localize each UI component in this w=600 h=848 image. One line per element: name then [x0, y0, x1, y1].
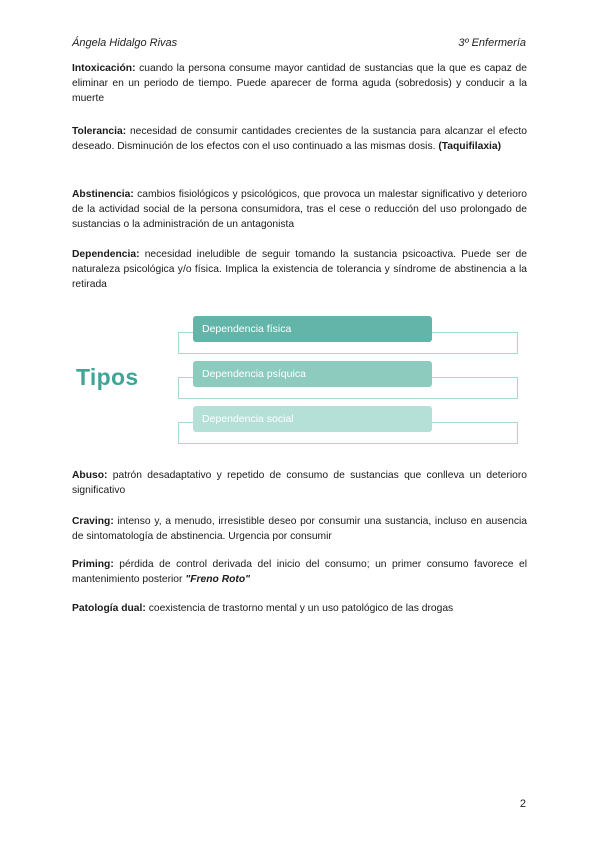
definition-text: necesidad de consumir cantidades crecientes de la sustancia para alcanzar el efecto deseado. Disminución de los efectos con el uso continuado a las mismas dosis. — [72, 126, 527, 153]
definition-priming — [72, 557, 527, 587]
definition-quote: "Freno Roto" — [185, 574, 251, 586]
term: Tolerancia: — [72, 126, 127, 137]
definition-text: cuando la persona consume mayor cantidad de sustancias que la que es capaz de eliminar en un periodo de tiempo. Puede aparecer de forma aguda (sobredosis) y conducir a la muerte — [72, 63, 527, 105]
definition-intoxicacion — [72, 61, 527, 107]
term: Dependencia: — [72, 249, 140, 260]
definition-abstinencia — [72, 187, 527, 233]
term: Priming: — [72, 559, 114, 570]
definition-dependencia — [72, 247, 527, 293]
page-number: 2 — [519, 798, 526, 810]
definition-text: patrón desadaptativo y repetido de consumo de sustancias que conlleva un deterioro significativo — [72, 470, 527, 497]
header-author: Ángela Hidalgo Rivas — [72, 37, 178, 49]
term: Abuso: — [72, 470, 108, 481]
definition-abuso — [72, 468, 527, 498]
term: Intoxicación: — [72, 63, 136, 74]
dependence-types-diagram — [72, 312, 532, 447]
definition-text: intenso y, a menudo, irresistible deseo por consumir una sustancia, incluso en ausencia de sintomatología de abstinencia. Urgencia por consumir — [72, 516, 527, 543]
definition-craving — [72, 514, 527, 544]
term: Craving: — [72, 516, 114, 527]
diagram-item-fisica: Dependencia física — [193, 316, 432, 342]
definition-text: pérdida de control derivada del inicio del consumo; un primer consumo favorece el mantenimiento posterior — [72, 559, 527, 586]
diagram-title: Tipos — [76, 364, 139, 390]
header-course: 3º Enfermería — [458, 37, 526, 49]
definition-text: necesidad ineludible de seguir tomando la sustancia psicoactiva. Puede ser de naturaleza psicológica y/o física. Implica la existencia de tolerancia y síndrome de abstinencia a la retirada — [72, 249, 527, 291]
definition-tolerancia — [72, 124, 527, 154]
diagram-item-social: Dependencia social — [193, 406, 432, 432]
diagram-item-psiquica: Dependencia psíquica — [193, 361, 432, 387]
definition-text: coexistencia de trastorno mental y un uso patológico de las drogas — [148, 603, 454, 614]
definition-patologia-dual — [72, 601, 527, 616]
term: Abstinencia: — [72, 189, 134, 200]
term: Patología dual: — [72, 603, 146, 614]
definition-text: cambios fisiológicos y psicológicos, que provoca un malestar significativo y deterioro de la actividad social de la persona consumidora, tras el cese o reducción del uso prolongado de sustancias o la administración de un antagonista — [72, 189, 527, 231]
definition-extra: (Taquifilaxia) — [438, 141, 502, 153]
